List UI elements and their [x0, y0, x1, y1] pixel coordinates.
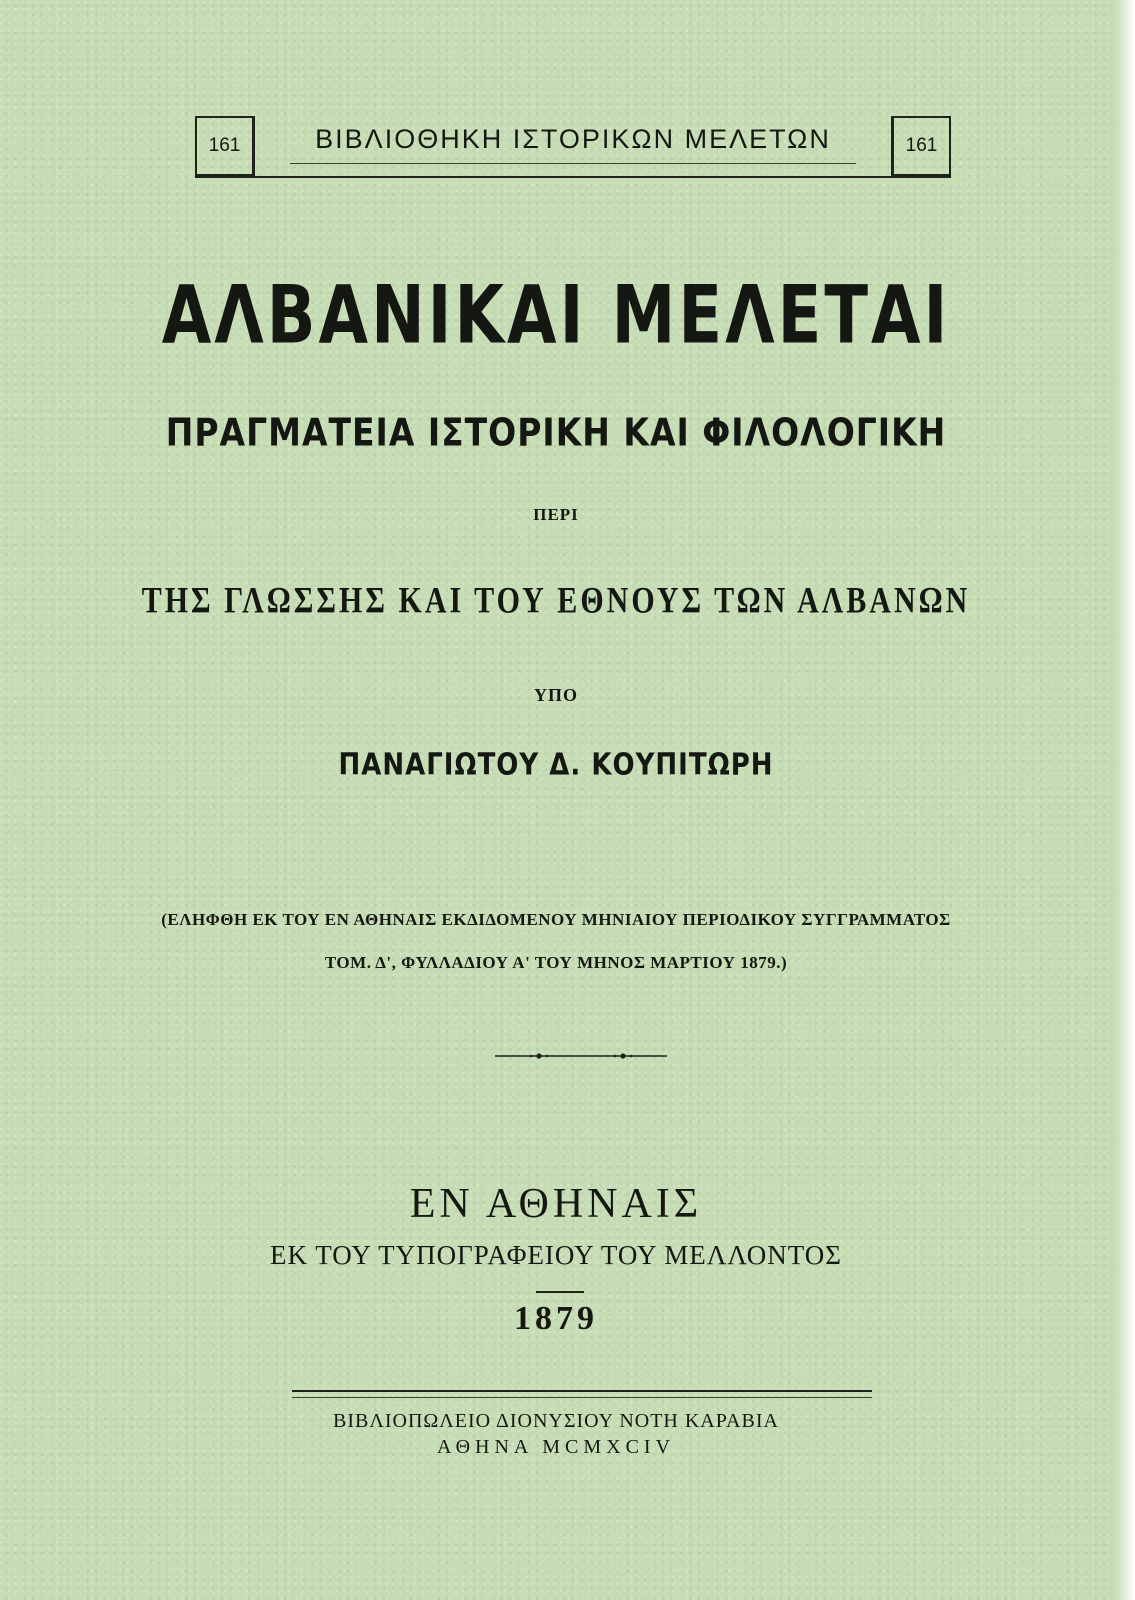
reprint-publisher: ΒΙΒΛΙΟΠΩΛΕΙΟ ΔΙΟΝΥΣΙΟΥ ΝΟΤΗ ΚΑΡΑΒΙΑ	[333, 1410, 779, 1432]
book-title: ΑΛΒΑΝΙΚΑΙ ΜΕΛΕΤΑΙ	[161, 270, 951, 363]
year-rule	[536, 1291, 584, 1293]
reprint-rule-thin	[292, 1397, 872, 1398]
ypo-label: ΥΠΟ	[533, 685, 578, 705]
series-rule	[195, 176, 951, 178]
ornament-divider	[495, 1050, 667, 1062]
imprint-place: ΕΝ ΑΘΗΝΑΙΣ	[409, 1181, 703, 1227]
scan-edge	[1112, 0, 1135, 1600]
imprint-year: 1879	[514, 1300, 598, 1337]
peri-label: ΠΕΡΙ	[533, 505, 579, 524]
reprint-rule	[292, 1390, 872, 1392]
series-underline	[290, 163, 856, 164]
series-header	[195, 116, 951, 180]
series-number-left: 161	[195, 116, 255, 176]
book-subtitle: ΠΡΑΓΜΑΤΕΙΑ ΙΣΤΟΡΙΚΗ ΚΑΙ ΦΙΛΟΛΟΓΙΚΗ	[165, 410, 947, 455]
book-topic: ΤΗΣ ΓΛΩΣΣΗΣ ΚΑΙ ΤΟΥ ΕΘΝΟΥΣ ΤΩΝ ΑΛΒΑΝΩΝ	[141, 580, 971, 622]
source-note-line-2: ΤΟΜ. Δ', ΦΥΛΛΑΔΙΟΥ Α' ΤΟΥ ΜΗΝΟΣ ΜΑΡΤΙΟΥ 1879.)	[324, 953, 788, 972]
reprint-city-year: ΑΘΗΝΑ ΜCMXCIV	[436, 1436, 676, 1458]
series-title: ΒΙΒΛΙΟΘΗΚΗ ΙΣΤΟΡΙΚΩΝ ΜΕΛΕΤΩΝ	[315, 124, 831, 154]
source-note-line-1: (ΕΛΗΦΘΗ ΕΚ ΤΟΥ ΕΝ ΑΘΗΝΑΙΣ ΕΚΔΙΔΟΜΕΝΟΥ ΜΗΝΙΑΙΟΥ ΠΕΡΙΟΔΙΚΟΥ ΣΥΓΓΡΑΜΜΑΤΟΣ	[161, 910, 951, 929]
imprint-press: ΕΚ ΤΟΥ ΤΥΠΟΓΡΑΦΕΙΟΥ ΤΟΥ ΜΕΛΛΟΝΤΟΣ	[269, 1240, 843, 1270]
author-name: ΠΑΝΑΓΙΩΤΟΥ Δ. ΚΟΥΠΙΤΩΡΗ	[338, 748, 774, 783]
series-number-right: 161	[891, 116, 951, 176]
